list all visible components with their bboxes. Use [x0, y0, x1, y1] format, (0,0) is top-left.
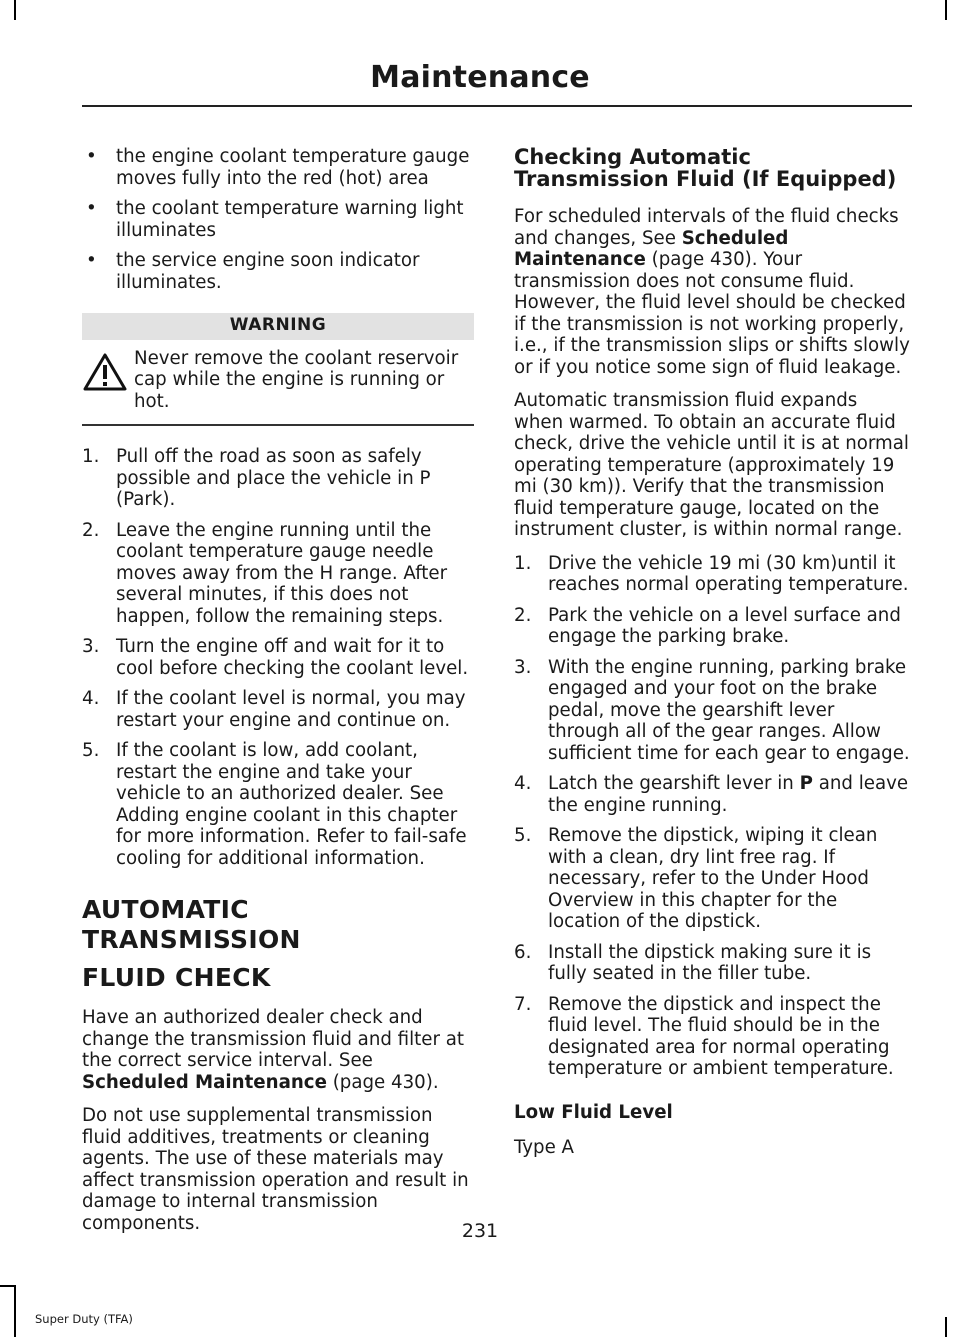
list-item: • the engine coolant temperature gauge moves fully into the red (hot) area [86, 146, 470, 189]
list-item: 5. If the coolant is low, add coolant, restart the engine and take your vehicle to an authorized dealer. See Adding engine coolant in this chapter for more information. Refer to fail-safe cooling for additional information. [82, 740, 467, 869]
crop-mark [945, 0, 947, 20]
list-item: 2. Leave the engine running until the coolant temperature gauge needle moves away from the H range. After several minutes, if this does not happen, follow the remaining steps. [82, 519, 448, 627]
bullet-marker: • [86, 146, 97, 167]
cross-reference-link[interactable]: Scheduled Maintenance [514, 227, 789, 270]
crop-mark [945, 1317, 947, 1337]
cross-reference-link[interactable]: Scheduled Maintenance [82, 1071, 327, 1093]
list-item: 1. Drive the vehicle 19 mi (30 km)until it reaches normal operating temperature. [514, 552, 909, 595]
list-item: • the coolant temperature warning light illuminates [86, 198, 464, 241]
list-item: 4. If the coolant level is normal, you may restart your engine and continue on. [82, 688, 466, 731]
bullet-marker: • [86, 250, 97, 271]
book-title: Super Duty (TFA) [35, 1312, 133, 1326]
warning-box [82, 313, 474, 426]
list-item: 7. Remove the dipstick and inspect the fluid level. The fluid should be in the designated area for normal operating temperature or ambient temperature. [514, 993, 894, 1079]
warning-text: Never remove the coolant reservoir cap while the engine is running or hot. [134, 347, 459, 412]
warning-body [82, 340, 474, 427]
paragraph: Automatic transmission fluid expands when warmed. To obtain an accurate fluid check, drive the vehicle until it is at normal operating temperature (approximately 19 mi (30 km)). Verify that the transmission fluid temperature gauge, located on the instrument cluster, is within normal range. [514, 390, 909, 540]
paragraph: Type A [514, 1137, 574, 1158]
list-item: 1. Pull off the road as soon as safely possible and place the vehicle in P (Park). [82, 446, 431, 510]
crop-mark [0, 1285, 16, 1287]
list-item: 3. With the engine running, parking brake engaged and your foot on the brake pedal, move the gearshift lever through all of the gear ranges. Allow sufficient time for each gear to engage. [514, 656, 910, 764]
right-column [514, 146, 910, 1171]
bullet-marker: • [86, 198, 97, 219]
list-item: 2. Park the vehicle on a level surface and engage the parking brake. [514, 604, 901, 647]
subsection-title: Checking Automatic Transmission Fluid (If Equipped) [514, 145, 897, 191]
list-item: 4. Latch the gearshift lever in P and leave the engine running. [514, 773, 909, 816]
page-number: 231 [461, 1220, 499, 1242]
paragraph: Do not use supplemental transmission fluid additives, treatments or cleaning agents. The use of these materials may affect transmission operation and result in damage to internal transmission components. [82, 1105, 469, 1234]
warning-triangle-icon [82, 352, 128, 392]
left-column [82, 146, 474, 1246]
transmission-steps [514, 553, 910, 1080]
header-divider [82, 105, 912, 107]
crop-mark [14, 0, 16, 20]
list-item: 6. Install the dipstick making sure it is fully seated in the filler tube. [514, 941, 872, 984]
warning-title: WARNING [82, 313, 474, 340]
crop-mark [14, 1285, 16, 1337]
page-header-title: Maintenance [370, 60, 590, 95]
symptom-list [82, 146, 474, 293]
paragraph: For scheduled intervals of the fluid checks and changes, See Scheduled Maintenance (page 430). Your transmission does not consume fluid. However, the fluid level should be checked if the transmission is not working properly, i.e., if the transmission slips or shifts slowly or if you notice some sign of fluid leakage. [514, 206, 910, 378]
minor-heading: Low Fluid Level [514, 1101, 673, 1123]
list-item: • the service engine soon indicator illuminates. [86, 250, 420, 293]
coolant-steps [82, 446, 474, 869]
list-item: 3. Turn the engine off and wait for it to cool before checking the coolant level. [82, 636, 469, 679]
section-title: AUTOMATIC TRANSMISSION FLUID CHECK [82, 895, 301, 992]
list-item: 5. Remove the dipstick, wiping it clean with a clean, dry lint free rag. If necessary, refer to the Under Hood Overview in this chapter for the location of the dipstick. [514, 825, 878, 932]
paragraph: Have an authorized dealer check and change the transmission fluid and filter at the correct service interval. See Scheduled Maintenance (page 430). [82, 1007, 465, 1093]
